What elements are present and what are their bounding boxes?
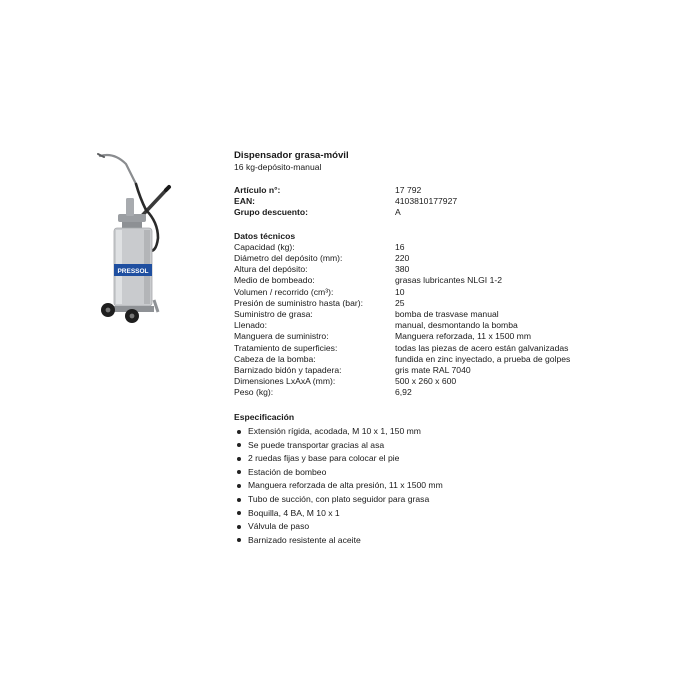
tech-data-table	[234, 242, 654, 399]
tech-row	[234, 343, 654, 354]
identifier-label: Grupo descuento:	[234, 207, 309, 218]
tech-label: Altura del depósito:	[234, 264, 308, 275]
product-subtitle: 16 kg-depósito-manual	[234, 162, 322, 172]
tech-row	[234, 376, 654, 387]
tech-label: Tratamiento de superficies:	[234, 342, 338, 353]
tech-label: Diámetro del depósito (mm):	[234, 253, 343, 264]
tech-label: Peso (kg):	[234, 387, 274, 398]
bullet-icon	[237, 511, 241, 515]
tech-label: Suministro de grasa:	[234, 309, 313, 320]
bullet-icon	[237, 430, 241, 434]
tech-value: gris mate RAL 7040	[395, 365, 471, 376]
product-title: Dispensador grasa-móvil	[234, 150, 349, 161]
product-image	[96, 150, 176, 326]
identifier-row	[234, 207, 654, 218]
spec-item-text: Se puede transportar gracias al asa	[248, 439, 385, 450]
tech-value: 25	[395, 297, 405, 308]
tech-value: todas las piezas de acero están galvanizadas	[395, 342, 569, 353]
tech-row	[234, 298, 654, 309]
spec-item-text: 2 ruedas fijas y base para colocar el pie	[248, 453, 400, 464]
tech-value: 380	[395, 264, 410, 275]
bullet-icon	[237, 457, 241, 461]
spec-item-text: Extensión rígida, acodada, M 10 x 1, 150 mm	[248, 426, 421, 437]
bullet-icon	[237, 470, 241, 474]
bullet-icon	[237, 538, 241, 542]
tech-label: Dimensiones LxAxA (mm):	[234, 376, 336, 387]
identifier-label: EAN:	[234, 196, 256, 207]
identifier-row	[234, 185, 654, 196]
tech-value: grasas lubricantes NLGI 1-2	[395, 275, 502, 286]
spec-item	[234, 466, 654, 480]
spec-item	[234, 479, 654, 493]
tech-label: Presión de suministro hasta (bar):	[234, 297, 363, 308]
tech-value: bomba de trasvase manual	[395, 309, 499, 320]
spec-item	[234, 452, 654, 466]
tech-data-heading: Datos técnicos	[234, 230, 296, 241]
tech-value: Manguera reforzada, 11 x 1500 mm	[395, 331, 531, 342]
tech-row	[234, 387, 654, 398]
tech-row	[234, 275, 654, 286]
tech-value: 500 x 260 x 600	[395, 376, 457, 387]
tech-label: Manguera de suministro:	[234, 331, 329, 342]
spec-item	[234, 493, 654, 507]
tech-label: Barnizado bidón y tapadera:	[234, 365, 342, 376]
spec-item-text: Estación de bombeo	[248, 466, 327, 477]
tech-label: Volumen / recorrido (cm³):	[234, 286, 334, 297]
tech-label: Medio de bombeado:	[234, 275, 315, 286]
tech-row	[234, 309, 654, 320]
bullet-icon	[237, 525, 241, 529]
spec-item	[234, 425, 654, 439]
tech-row	[234, 331, 654, 342]
tech-value: manual, desmontando la bomba	[395, 320, 518, 331]
tech-value: 6,92	[395, 387, 412, 398]
tech-row	[234, 354, 654, 365]
tech-row	[234, 320, 654, 331]
tech-row	[234, 264, 654, 275]
spec-heading: Especificación	[234, 411, 295, 422]
spec-item-text: Válvula de paso	[248, 521, 310, 532]
brand-label: PRESSOL	[117, 268, 149, 275]
tech-row	[234, 365, 654, 376]
tech-row	[234, 287, 654, 298]
spec-item-text: Barnizado resistente al aceite	[248, 534, 361, 545]
identifier-row	[234, 196, 654, 207]
spec-item	[234, 520, 654, 534]
bullet-icon	[237, 443, 241, 447]
product-info	[234, 150, 654, 547]
spec-item	[234, 534, 654, 548]
tech-row	[234, 242, 654, 253]
spec-item-text: Boquilla, 4 BA, M 10 x 1	[248, 507, 340, 518]
spec-item	[234, 438, 654, 452]
bullet-icon	[237, 498, 241, 502]
identifier-value: A	[395, 207, 401, 218]
tech-label: Cabeza de la bomba:	[234, 353, 316, 364]
spec-item-text: Manguera reforzada de alta presión, 11 x 1500 mm	[248, 480, 443, 491]
identifiers-block	[234, 185, 654, 219]
tech-value: 10	[395, 286, 405, 297]
spec-list	[234, 425, 654, 547]
identifier-value: 4103810177927	[395, 196, 458, 207]
spec-item-text: Tubo de succión, con plato seguidor para grasa	[248, 494, 430, 505]
tech-row	[234, 253, 654, 264]
tech-value: 16	[395, 241, 405, 252]
tech-value: 220	[395, 253, 410, 264]
tech-label: Capacidad (kg):	[234, 241, 295, 252]
bullet-icon	[237, 484, 241, 488]
tech-value: fundida en zinc inyectado, a prueba de golpes	[395, 353, 571, 364]
identifier-value: 17 792	[395, 185, 422, 195]
identifier-label: Artículo n°:	[234, 185, 281, 195]
tech-label: Llenado:	[234, 320, 267, 331]
spec-item	[234, 506, 654, 520]
